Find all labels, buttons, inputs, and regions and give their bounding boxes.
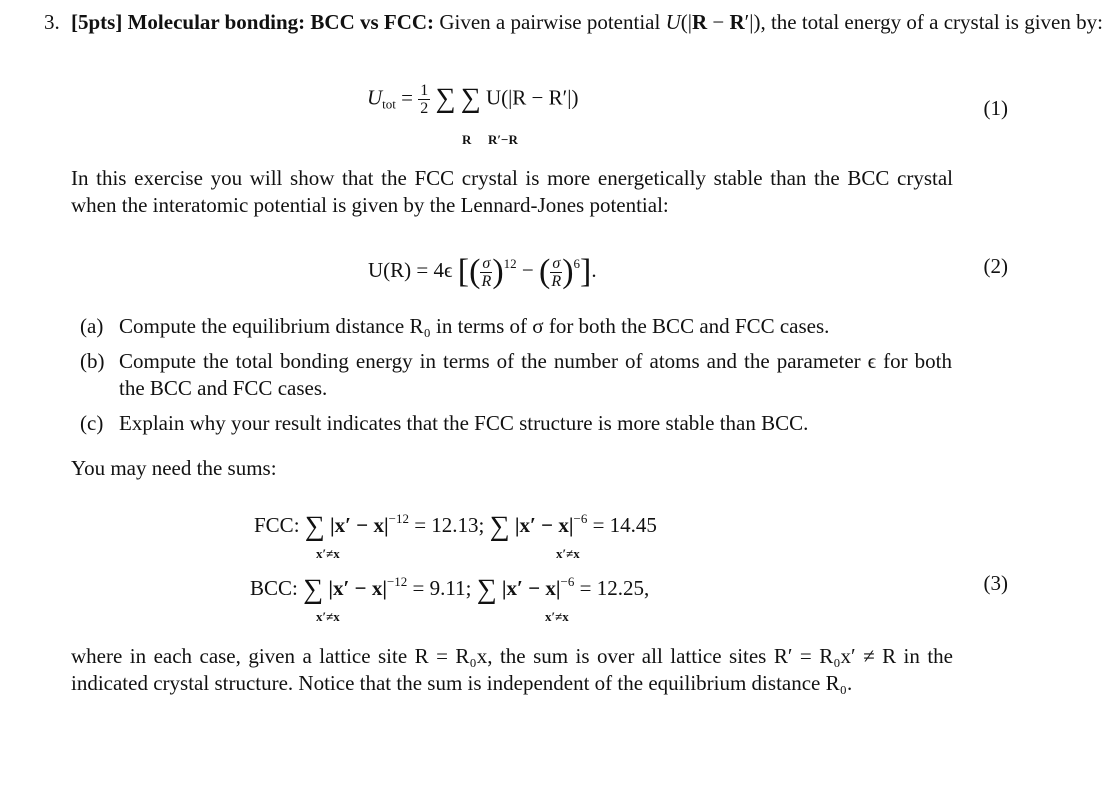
sum-limit-rprime: R′−R	[488, 132, 518, 147]
intro-text-a: Given a pairwise potential	[439, 10, 661, 34]
sums-intro: You may need the sums:	[71, 456, 277, 480]
problem-title: Molecular bonding: BCC vs FCC:	[127, 10, 435, 34]
part-a: (a) Compute the equilibrium distance R₀ in terms of σ for both the BCC and FCC cases.	[80, 314, 830, 338]
problem-number: 3.	[44, 10, 60, 34]
equation-3-number: (3)	[983, 571, 1008, 595]
part-b: (b) Compute the total bonding energy in terms of the number of atoms and the parameter ϵ for both the BCC and FCC cases.	[80, 349, 952, 400]
bcc-limit-1: x′≠x	[316, 609, 340, 624]
fcc-limit-2: x′≠x	[556, 546, 580, 561]
equation-1: $U_{tot}$ = $\frac{1}{2}$ ∑ ∑ U(|R − R′|)	[367, 82, 579, 117]
fraction-one-half: $\frac{1}{2}$	[420, 82, 429, 117]
intro-text-b: , the total energy of a crystal is given by:	[760, 10, 1103, 34]
bcc-limit-2: x′≠x	[545, 609, 569, 624]
equation-2: U(R) = 4ϵ [( $\frac{\sigma}{R}$ )$^{12}$ − ( $\frac{\sigma}{R}$ )$^6$].	[368, 253, 597, 290]
equation-1-number: (1)	[983, 96, 1008, 120]
equation-2-number: (2)	[983, 254, 1008, 278]
fcc-limit-1: x′≠x	[316, 546, 340, 561]
fcc-sums: FCC: ∑ $|x' - x|^{-12} = 12.13$; ∑ $|x' - x|^{-6} = 14.45$	[254, 511, 657, 542]
part-c: (c) Explain why your result indicates that the FCC structure is more stable than BCC.	[80, 411, 809, 435]
points-label: [5pts]	[71, 10, 123, 34]
closing-paragraph: where in each case, given a lattice site R = R₀x, the sum is over all lattice sites R′ = R₀x′ ≠ R in the indicated crystal structure. Notice that the sum is independent of the equilibrium distance R₀.	[71, 644, 953, 695]
sum-limit-r: R	[462, 132, 472, 147]
problem-heading: [5pts] Molecular bonding: BCC vs FCC: Given a pairwise potential U(|R − R′|), the total energy of a crystal is given by:	[71, 10, 1103, 34]
bcc-sums: BCC: ∑ $|x' - x|^{-12} = 9.11$; ∑ $|x' - x|^{-6} = 12.25$,	[250, 574, 650, 605]
exercise-description: In this exercise you will show that the FCC crystal is more energetically stable than the BCC crystal when the interatomic potential is given by the Lennard-Jones potential:	[71, 166, 953, 217]
